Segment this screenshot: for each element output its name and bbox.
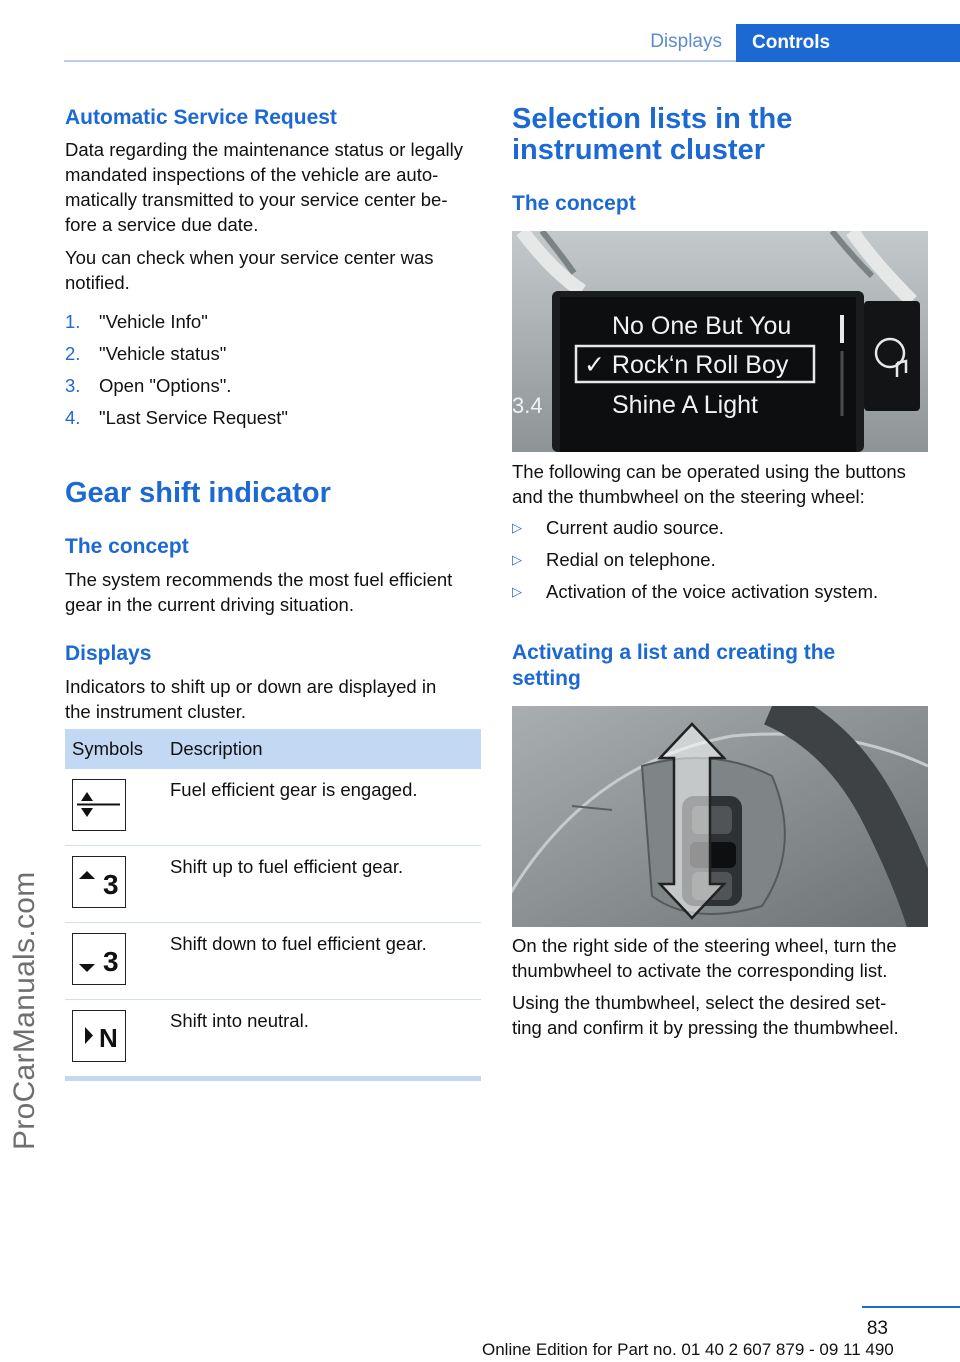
concept-paragraph: The system recommends the most fuel efficient gear in the current driving situation. [65, 569, 453, 615]
watermark: ProCarManuals.com [8, 871, 41, 1150]
svg-text:✓ Rock‘n Roll Boy: ✓ Rock‘n Roll Boy [584, 351, 789, 379]
asr-paragraph-1: Data regarding the maintenance status or legally mandated inspections of the vehicle are auto- matically transmitted to your service center be- fore a service due date. [65, 139, 463, 235]
edition-footer: Online Edition for Part no. 01 40 2 607 879 - 09 11 490 [482, 1340, 894, 1359]
select-setting-paragraph: Using the thumbwheel, select the desired set- ting and confirm it by pressing the thumbwheel. [512, 992, 899, 1038]
footer-rule [862, 1306, 960, 1308]
header-section: Displays [650, 31, 722, 52]
asr-paragraph-2: You can check when your service center was notified. [65, 247, 434, 293]
selection-lists-heading: Selection lists in the instrument cluster [512, 103, 793, 166]
table-header [65, 729, 481, 769]
header-symbols: Symbols [72, 738, 143, 759]
operation-paragraph: The following can be operated using the buttons and the thumbwheel on the steering wheel: [512, 461, 906, 507]
neutral-n-icon [72, 1010, 126, 1062]
svg-text:3: 3 [103, 946, 119, 977]
svg-text:Shine A Light: Shine A Light [612, 391, 758, 419]
row-description: Fuel efficient gear is engaged. [170, 779, 418, 800]
concept-heading: The concept [65, 535, 189, 558]
steering-wheel-image [512, 706, 928, 927]
instrument-cluster-image [512, 231, 928, 452]
row-description: Shift up to fuel efficient gear. [170, 856, 404, 877]
header-chapter: Controls [736, 24, 960, 62]
activating-heading: Activating a list and creating the setting [512, 641, 836, 690]
table-row [65, 769, 481, 846]
displays-heading: Displays [65, 642, 152, 665]
row-description: Shift into neutral. [170, 1010, 309, 1031]
page-number: 83 [866, 1318, 888, 1339]
concept-heading-right: The concept [512, 192, 636, 215]
asr-heading: Automatic Service Request [65, 106, 337, 129]
table-row [65, 846, 481, 923]
gear-shift-heading: Gear shift indicator [65, 477, 331, 509]
symbols-table [65, 729, 481, 1081]
table-row [65, 1000, 481, 1076]
svg-text:N: N [99, 1023, 118, 1053]
table-end-rule [65, 1076, 481, 1081]
shift-down-3-icon [72, 933, 126, 985]
table-row [65, 923, 481, 1000]
svg-text:3.4: 3.4 [512, 393, 543, 418]
svg-text:No One But You: No One But You [612, 312, 792, 340]
shift-up-3-icon [72, 856, 126, 908]
displays-paragraph: Indicators to shift up or down are displayed in the instrument cluster. [65, 676, 437, 722]
header-description: Description [170, 738, 263, 759]
updown-gear-icon [72, 779, 126, 831]
row-description: Shift down to fuel efficient gear. [170, 933, 427, 954]
turn-thumbwheel-paragraph: On the right side of the steering wheel, turn the thumbwheel to activate the corresponding list. [512, 935, 897, 981]
svg-text:3: 3 [103, 869, 119, 900]
